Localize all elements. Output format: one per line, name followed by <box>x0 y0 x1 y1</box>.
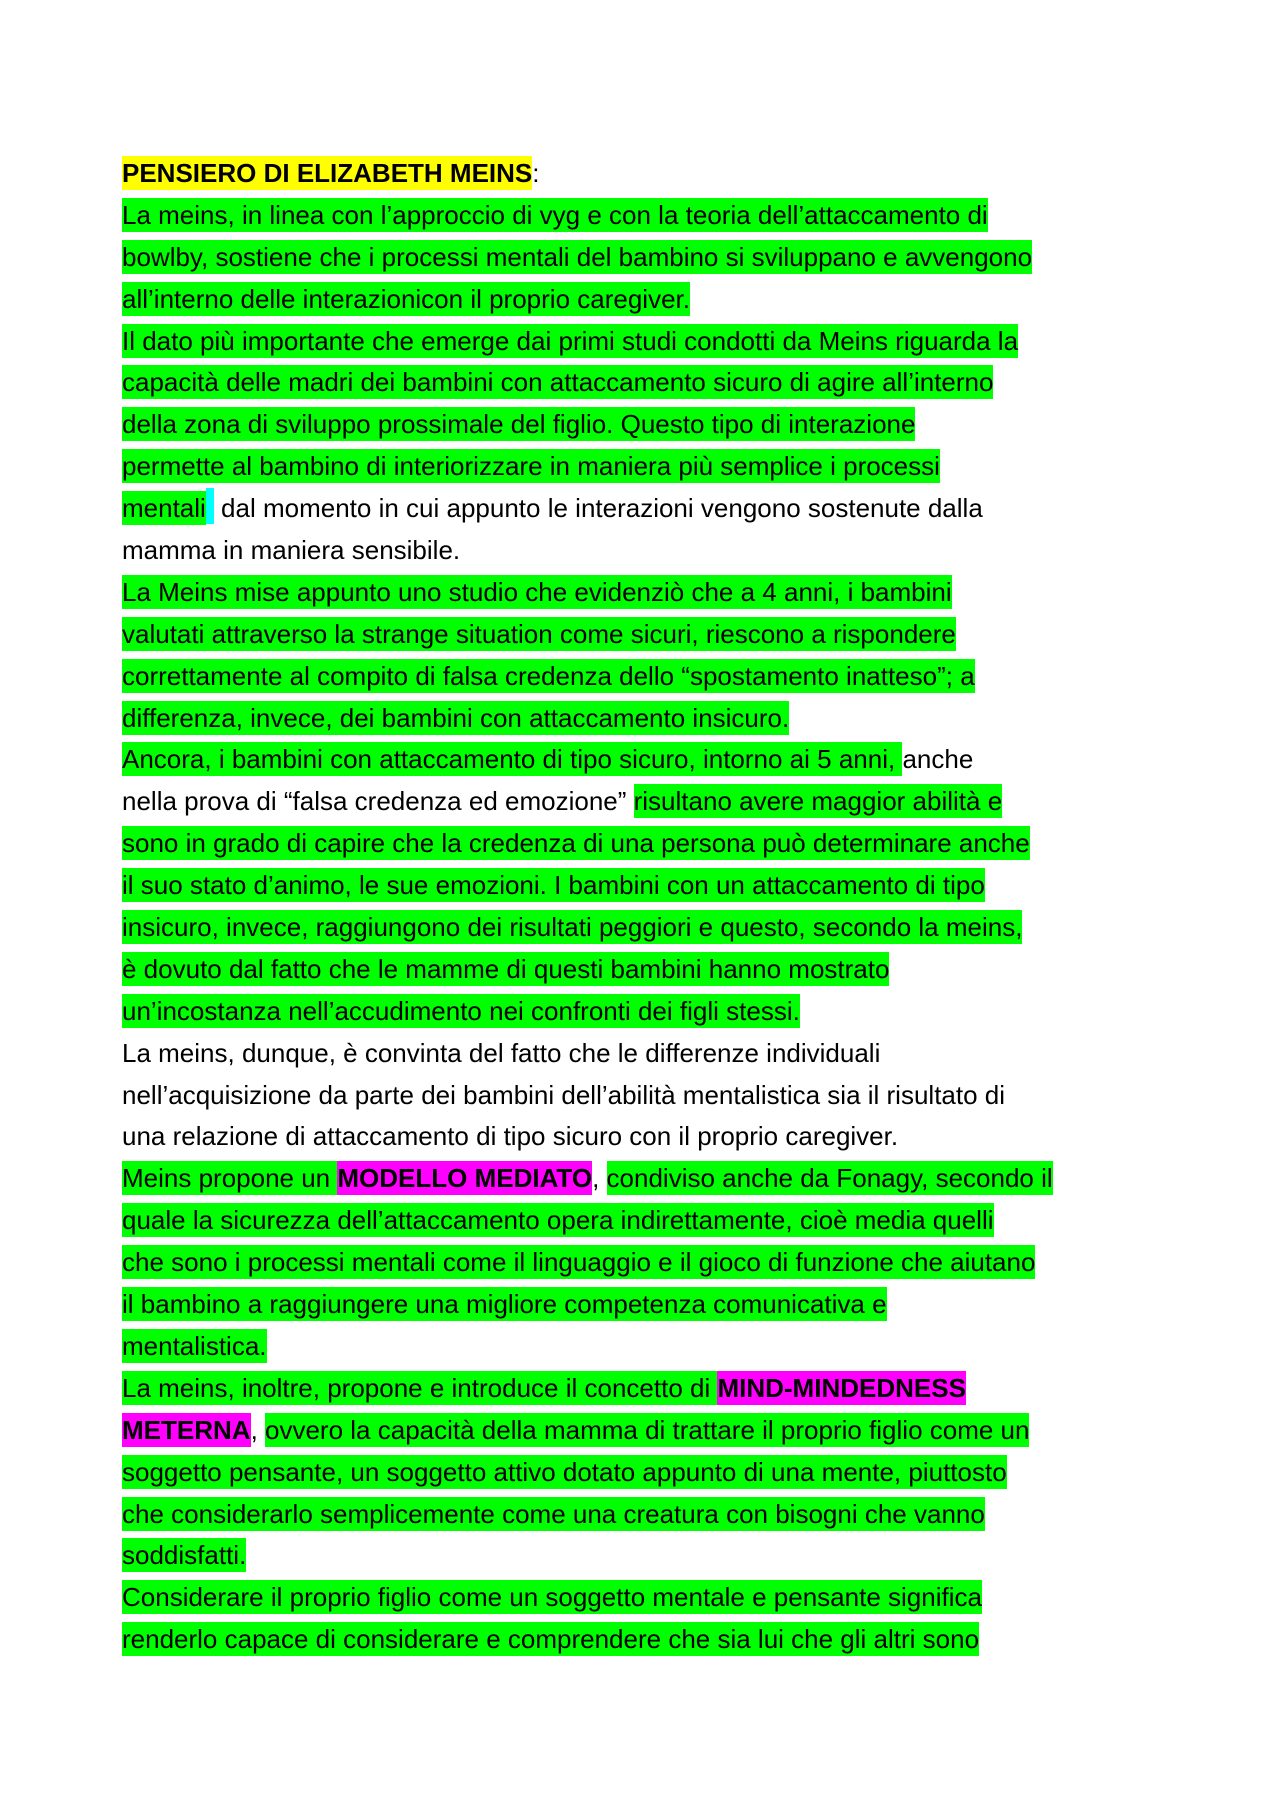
text-line <box>122 991 1182 1033</box>
text-segment: condiviso anche da Fonagy, secondo il <box>606 1163 1053 1194</box>
text-line <box>122 1075 1182 1117</box>
text-line <box>122 1284 1182 1326</box>
highlighted-key-term: MIND-MINDEDNESS <box>717 1372 966 1403</box>
text-line <box>122 907 1182 949</box>
text-line <box>122 237 1182 279</box>
text-segment: è dovuto dal fatto che le mamme di questi bambini hanno mostrato <box>122 953 890 984</box>
text-line <box>122 1116 1182 1158</box>
text-segment: mentalistica. <box>122 1330 267 1361</box>
text-line <box>122 530 1182 572</box>
text-segment: capacità delle madri dei bambini con attaccamento sicuro di agire all’interno <box>122 367 994 398</box>
text-line <box>122 1242 1182 1284</box>
text-segment: che considerarlo semplicemente come una creatura con bisogni che vanno <box>122 1498 985 1529</box>
text-line <box>122 781 1182 823</box>
text-line <box>122 488 1182 530</box>
text-segment: , <box>250 1414 266 1445</box>
text-segment: permette al bambino di interiorizzare in maniera più semplice i processi <box>122 451 940 482</box>
text-segment: Meins propone un <box>122 1163 338 1194</box>
text-segment: insicuro, invece, raggiungono dei risultati peggiori e questo, secondo la meins, <box>122 912 1023 943</box>
text-segment: La meins, inoltre, propone e introduce il concetto di <box>122 1372 718 1403</box>
text-segment: bowlby, sostiene che i processi mentali del bambino si sviluppano e avvengono <box>122 241 1033 272</box>
text-segment: Ancora, i bambini con attaccamento di tipo sicuro, intorno ai 5 anni, <box>122 744 903 775</box>
text-segment: il suo stato d’animo, le sue emozioni. I bambini con un attaccamento di tipo <box>122 870 985 901</box>
text-line <box>122 1452 1182 1494</box>
text-segment: La Meins mise appunto uno studio che evidenziò che a 4 anni, i bambini <box>122 576 952 607</box>
text-segment: mentali <box>122 493 206 524</box>
text-segment: risultano avere maggior abilità e <box>633 786 1003 817</box>
document-title-colon: : <box>532 158 540 188</box>
text-segment: il bambino a raggiungere una migliore competenza comunicativa e <box>122 1289 887 1320</box>
text-line <box>122 1326 1182 1368</box>
text-segment: una relazione di attaccamento di tipo sicuro con il proprio caregiver. <box>122 1121 899 1152</box>
text-line <box>122 1494 1182 1536</box>
text-line <box>122 404 1182 446</box>
text-segment: ovvero la capacità della mamma di trattare il proprio figlio come un <box>265 1414 1030 1445</box>
text-segment: della zona di sviluppo prossimale del figlio. Questo tipo di interazione <box>122 409 916 440</box>
text-segment: nell’acquisizione da parte dei bambini dell’abilità mentalistica sia il risultato di <box>122 1079 1006 1110</box>
text-segment: un’incostanza nell’accudimento nei confronti dei figli stessi. <box>122 995 800 1026</box>
text-line <box>122 949 1182 991</box>
text-line <box>122 614 1182 656</box>
text-segment: quale la sicurezza dell’attaccamento opera indirettamente, cioè media quelli <box>122 1205 994 1236</box>
text-line <box>122 572 1182 614</box>
text-segment: renderlo capace di considerare e comprendere che sia lui che gli altri sono <box>122 1624 980 1655</box>
text-segment: all’interno delle interazionicon il proprio caregiver. <box>122 283 690 314</box>
text-segment: anche <box>902 744 974 775</box>
highlighted-key-term: MODELLO MEDIATO <box>337 1163 593 1194</box>
text-line <box>122 1200 1182 1242</box>
text-line <box>122 446 1182 488</box>
text-segment: differenza, invece, dei bambini con attaccamento insicuro. <box>122 702 790 733</box>
document-title-line <box>122 153 1182 195</box>
text-line <box>122 321 1182 363</box>
text-line <box>122 1410 1182 1452</box>
text-line <box>122 1368 1182 1410</box>
document-body <box>122 153 1182 1661</box>
text-segment: mamma in maniera sensibile. <box>122 535 461 566</box>
text-line <box>122 698 1182 740</box>
text-segment: , <box>592 1163 607 1194</box>
text-line <box>122 1619 1182 1661</box>
text-line <box>122 195 1182 237</box>
text-line <box>122 1158 1182 1200</box>
text-segment: Considerare il proprio figlio come un soggetto mentale e pensante significa <box>122 1582 982 1613</box>
text-segment: La meins, dunque, è convinta del fatto che le differenze individuali <box>122 1037 881 1068</box>
text-line <box>122 1577 1182 1619</box>
paragraph-lines <box>122 195 1182 1661</box>
highlighted-key-term: METERNA <box>122 1414 251 1445</box>
text-segment: soggetto pensante, un soggetto attivo dotato appunto di una mente, piuttosto <box>122 1456 1007 1487</box>
text-segment: soddisfatti. <box>122 1540 247 1571</box>
text-line <box>122 865 1182 907</box>
text-line <box>122 279 1182 321</box>
text-segment: dal momento in cui appunto le interazioni vengono sostenute dalla <box>213 493 983 524</box>
text-segment: valutati attraverso la strange situation come sicuri, riescono a rispondere <box>122 618 956 649</box>
text-segment: correttamente al compito di falsa credenza dello “spostamento inatteso”; a <box>122 660 975 691</box>
text-line <box>122 823 1182 865</box>
text-segment: sono in grado di capire che la credenza di una persona può determinare anche <box>122 828 1030 859</box>
cyan-highlight-mark <box>206 488 214 524</box>
text-segment: che sono i processi mentali come il linguaggio e il gioco di funzione che aiutano <box>122 1247 1036 1278</box>
text-segment: nella prova di “falsa credenza ed emozione” <box>122 786 634 817</box>
text-segment: Il dato più importante che emerge dai primi studi condotti da Meins riguarda la <box>122 325 1019 356</box>
text-line <box>122 739 1182 781</box>
text-line <box>122 656 1182 698</box>
document-title: PENSIERO DI ELIZABETH MEINS <box>122 158 533 188</box>
text-segment: La meins, in linea con l’approccio di vyg e con la teoria dell’attaccamento di <box>122 199 988 230</box>
text-line <box>122 1033 1182 1075</box>
text-line <box>122 362 1182 404</box>
text-line <box>122 1535 1182 1577</box>
